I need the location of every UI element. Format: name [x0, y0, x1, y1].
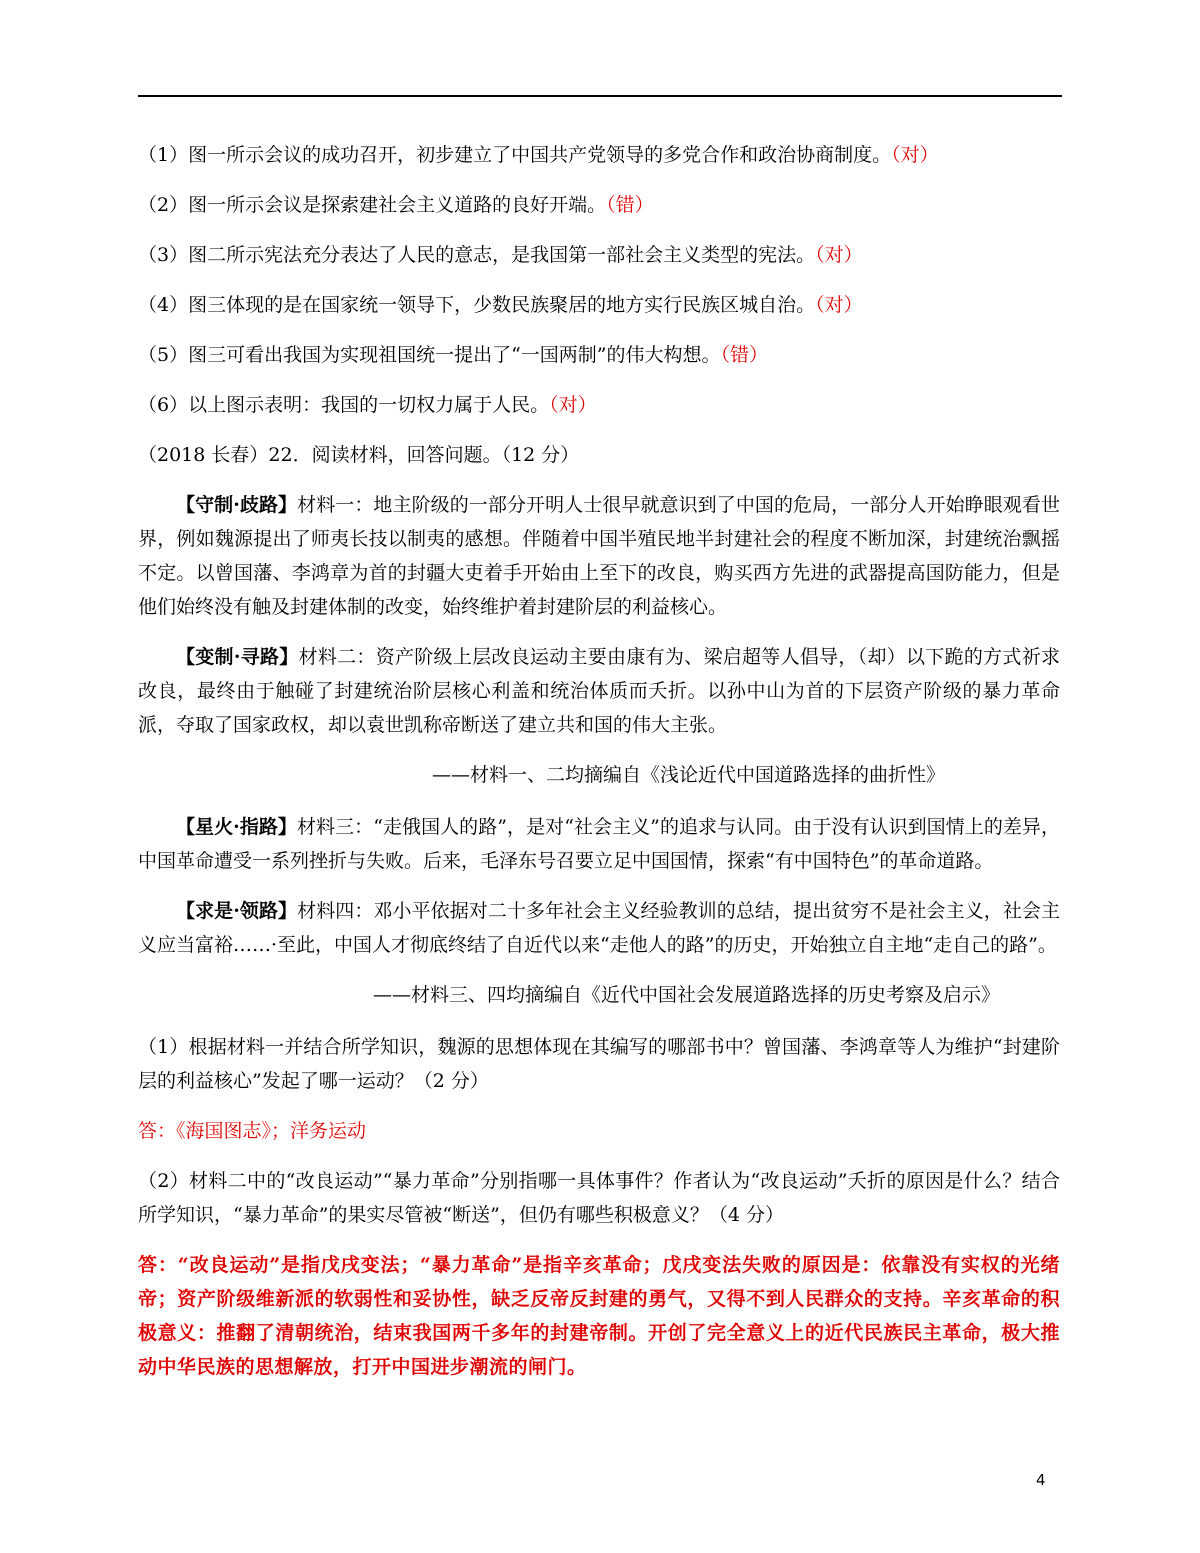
verdict-label: （错）	[720, 344, 769, 366]
statement-text: （4）图三体现的是在国家统一领导下，少数民族聚居的地方实行民族区城自治。	[138, 294, 816, 316]
answer-1: 答：《海国图志》；洋务运动	[138, 1120, 367, 1142]
statement-text: （5）图三可看出我国为实现祖国统一提出了“一国两制”的伟大构想。	[138, 344, 721, 366]
material-text: 材料一：地主阶级的一部分开明人士很早就意识到了中国的危局，一部分人开始睁眼观看世界，例如魏源提出了师夷长技以制夷的感想。伴随着中国半殖民地半封建社会的程度不断加深，封建统治飘摇不定。以曾国藩、李鸿章为首的封疆大吏着手开始由上至下的改良，购买西方先进的武器提高国防能力，但是他们始终没有触及封建体制的改变，始终维护着封建阶层的利益核心。	[138, 494, 1060, 618]
material-1	[138, 488, 1060, 624]
statement-6	[138, 388, 1060, 422]
material-2	[138, 640, 1060, 742]
material-3	[138, 810, 1060, 878]
material-tag: 【守制·歧路】	[176, 494, 298, 516]
answer-2: 答：“改良运动”是指戊戌变法；“暴力革命”是指辛亥革命；戊戌变法失败的原因是：依靠没有实权的光绪帝；资产阶级维新派的软弱性和妥协性，缺乏反帝反封建的勇气，又得不到人民群众的支持。辛亥革命的积极意义：推翻了清朝统治，结束我国两千多年的封建帝制。开创了完全意义上的近代民族民主革命，极大推动中华民族的思想解放，打开中国进步潮流的闸门。	[138, 1254, 1060, 1378]
page-content	[138, 138, 1060, 1400]
verdict-label: （对）	[815, 244, 863, 266]
header-rule	[138, 95, 1062, 97]
verdict-label: （错）	[606, 194, 654, 216]
statement-text: （6）以上图示表明：我国的一切权力属于人民。	[138, 394, 550, 416]
verdict-label: （对）	[891, 144, 939, 166]
material-text: 材料三：“走俄国人的路”，是对“社会主义”的追求与认同。由于没有认识到国情上的差异，中国革命遭受一系列挫折与失败。后来，毛泽东号召要立足中国国情，探索“有中国特色”的革命道路。	[138, 816, 1060, 872]
statement-4	[138, 288, 1060, 322]
verdict-label: （对）	[549, 394, 597, 416]
question-2: （2）材料二中的“改良运动”“暴力革命”分别指哪一具体事件？作者认为“改良运动”夭折的原因是什么？结合所学知识，“暴力革命”的果实尽管被“断送”，但仍有哪些积极意义？（4 分）	[138, 1170, 1060, 1226]
page-number: 4	[1036, 1471, 1046, 1489]
question-1: （1）根据材料一并结合所学知识，魏源的思想体现在其编写的哪部书中？曾国藩、李鸿章等人为维护“封建阶层的利益核心”发起了哪一运动？（2 分）	[138, 1036, 1060, 1092]
material-tag: 【变制·寻路】	[176, 646, 299, 668]
material-source-1: ——材料一、二均摘编自《浅论近代中国道路选择的曲折性》	[431, 764, 945, 786]
material-tag: 【星火·指路】	[176, 816, 297, 838]
material-source-2: ——材料三、四均摘编自《近代中国社会发展道路选择的历史考察及启示》	[372, 984, 1000, 1006]
material-4	[138, 894, 1060, 962]
material-text: 材料二：资产阶级上层改良运动主要由康有为、梁启超等人倡导，（却）以下跪的方式祈求改良，最终由于触碰了封建统治阶层核心利盖和统治体质而夭折。以孙中山为首的下层资产阶级的暴力革命派，夺取了国家政权，却以袁世凯称帝断送了建立共和国的伟大主张。	[138, 646, 1060, 736]
question-header: （2018 长春）22．阅读材料，回答问题。（12 分）	[138, 444, 580, 466]
statement-3	[138, 238, 1060, 272]
statement-2	[138, 188, 1060, 222]
material-text: 材料四：邓小平依据对二十多年社会主义经验教训的总结，提出贫穷不是社会主义，社会主义应当富裕……·至此，中国人才彻底终结了自近代以来“走他人的路”的历史，开始独立自主地“走自己的路”。	[138, 900, 1060, 956]
statement-text: （1）图一所示会议的成功召开，初步建立了中国共产党领导的多党合作和政治协商制度。	[138, 144, 892, 166]
statement-5	[138, 338, 1060, 372]
material-tag: 【求是·领路】	[176, 900, 298, 922]
statement-1	[138, 138, 1060, 172]
statement-text: （2）图一所示会议是探索建社会主义道路的良好开端。	[138, 194, 607, 216]
statement-text: （3）图二所示宪法充分表达了人民的意志，是我国第一部社会主义类型的宪法。	[138, 244, 816, 266]
verdict-label: （对）	[815, 294, 863, 316]
